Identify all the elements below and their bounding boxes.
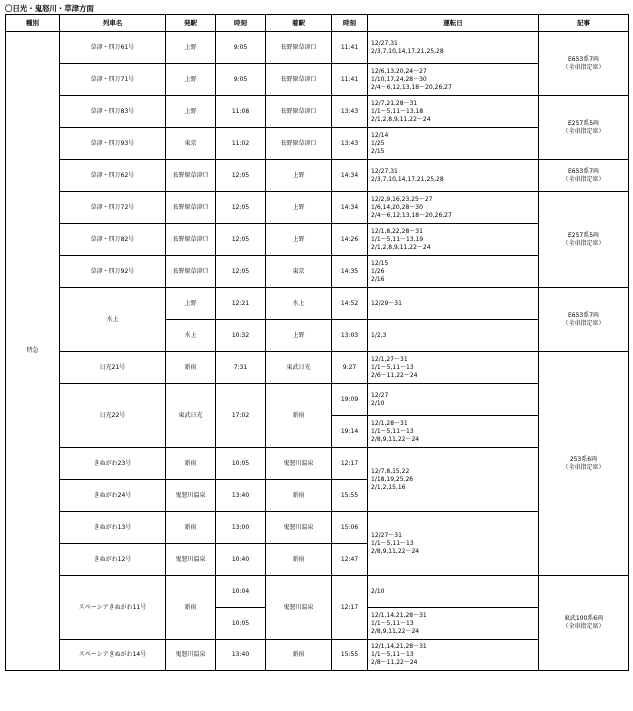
arrival-time: 12:17 <box>332 448 368 480</box>
train-name: 草津・四万93号 <box>60 128 166 160</box>
arrival-time: 19:09 <box>332 384 368 416</box>
train-name: スペーシアきぬがわ14号 <box>60 640 166 671</box>
table-row <box>6 256 629 288</box>
remark: E653系7両 （全車指定席） <box>539 32 629 96</box>
header-type: 種別 <box>6 15 60 32</box>
table-row <box>6 128 629 160</box>
arrival-station: 新宿 <box>266 640 332 671</box>
arrival-time: 14:34 <box>332 192 368 224</box>
train-name: 草津・四万61号 <box>60 32 166 64</box>
arrival-station: 上野 <box>266 160 332 192</box>
departure-station: 新宿 <box>166 576 216 640</box>
train-name: きぬがわ12号 <box>60 544 166 576</box>
remark: 253系6両 （全車指定席） <box>539 352 629 576</box>
departure-time: 17:02 <box>216 384 266 448</box>
departure-time: 13:40 <box>216 640 266 671</box>
operating-days: 12/14 1/25 2/15 <box>368 128 539 160</box>
operating-days: 12/1,8,22,28～31 1/1～5,11～13,19 2/1,2,8,9,11,22～24 <box>368 224 539 256</box>
arrival-station: 新宿 <box>266 384 332 448</box>
arrival-time: 15:55 <box>332 480 368 512</box>
arrival-station: 上野 <box>266 224 332 256</box>
operating-days: 12/6,13,20,24～27 1/10,17,24,28～30 2/4～6,12,13,18～20,26,27 <box>368 64 539 96</box>
departure-time: 12:21 <box>216 288 266 320</box>
arrival-time: 13:43 <box>332 128 368 160</box>
arrival-station: 長野原草津口 <box>266 128 332 160</box>
departure-station: 新宿 <box>166 448 216 480</box>
arrival-station: 上野 <box>266 192 332 224</box>
arrival-time: 19:14 <box>332 416 368 448</box>
operating-days: 12/29～31 <box>368 288 539 320</box>
departure-station: 長野原草津口 <box>166 192 216 224</box>
operating-days: 12/7,8,15,22 1/18,19,25,26 2/1,2,15,16 <box>368 448 539 512</box>
arrival-time: 11:41 <box>332 32 368 64</box>
header-train-name: 列車名 <box>60 15 166 32</box>
arrival-time: 12:17 <box>332 576 368 640</box>
train-name: 草津・四万82号 <box>60 224 166 256</box>
departure-time: 12:05 <box>216 224 266 256</box>
remark: E257系5両 （全車指定席） <box>539 96 629 160</box>
arrival-time: 14:34 <box>332 160 368 192</box>
arrival-station: 新宿 <box>266 480 332 512</box>
arrival-station: 東京 <box>266 256 332 288</box>
table-row <box>6 640 629 671</box>
section-title: 〇日光・鬼怒川・草津方面 <box>5 4 94 13</box>
arrival-time: 15:06 <box>332 512 368 544</box>
header-arrival-time: 時刻 <box>332 15 368 32</box>
arrival-station: 長野原草津口 <box>266 96 332 128</box>
arrival-station: 鬼怒川温泉 <box>266 512 332 544</box>
departure-time: 10:05 <box>216 608 266 640</box>
table-row <box>6 224 629 256</box>
table-row <box>6 32 629 64</box>
table-row <box>6 96 629 128</box>
departure-time: 10:32 <box>216 320 266 352</box>
table-row <box>6 288 629 320</box>
departure-time: 10:05 <box>216 448 266 480</box>
departure-station: 東武日光 <box>166 384 216 448</box>
departure-time: 9:05 <box>216 32 266 64</box>
train-name: きぬがわ13号 <box>60 512 166 544</box>
departure-time: 11:02 <box>216 128 266 160</box>
operating-days: 1/2,3 <box>368 320 539 352</box>
train-name: 草津・四万92号 <box>60 256 166 288</box>
operating-days: 12/1,14,21,28～31 1/1～5,11～13 2/8,9,11,22～24 <box>368 608 539 640</box>
train-name: 日光21号 <box>60 352 166 384</box>
table-row <box>6 576 629 608</box>
departure-time: 12:05 <box>216 160 266 192</box>
train-name: 草津・四万72号 <box>60 192 166 224</box>
departure-station: 長野原草津口 <box>166 160 216 192</box>
arrival-time: 13:03 <box>332 320 368 352</box>
departure-time: 9:05 <box>216 64 266 96</box>
departure-station: 新宿 <box>166 512 216 544</box>
arrival-station: 長野原草津口 <box>266 64 332 96</box>
operating-days: 12/1,28～31 1/1～5,11～13 2/8,9,11,22～24 <box>368 416 539 448</box>
departure-station: 鬼怒川温泉 <box>166 544 216 576</box>
table-row <box>6 192 629 224</box>
departure-time: 10:40 <box>216 544 266 576</box>
departure-time: 10:04 <box>216 576 266 608</box>
header-operating-days: 運転日 <box>368 15 539 32</box>
table-row <box>6 352 629 384</box>
departure-time: 13:40 <box>216 480 266 512</box>
header-arrival-station: 着駅 <box>266 15 332 32</box>
train-name: 水上 <box>60 288 166 352</box>
header-departure-time: 時刻 <box>216 15 266 32</box>
departure-station: 長野原草津口 <box>166 256 216 288</box>
arrival-time: 13:43 <box>332 96 368 128</box>
arrival-time: 14:52 <box>332 288 368 320</box>
remark: E653系7両 （全車指定席） <box>539 288 629 352</box>
header-remarks: 記事 <box>539 15 629 32</box>
header-departure-station: 発駅 <box>166 15 216 32</box>
remark: 東武100系6両 （全車指定席） <box>539 576 629 671</box>
arrival-station: 鬼怒川温泉 <box>266 448 332 480</box>
departure-station: 上野 <box>166 288 216 320</box>
departure-station: 東京 <box>166 128 216 160</box>
table-row <box>6 160 629 192</box>
arrival-station: 長野原草津口 <box>266 32 332 64</box>
header-row <box>6 15 629 32</box>
table-row <box>6 64 629 96</box>
arrival-time: 11:41 <box>332 64 368 96</box>
arrival-station: 東武日光 <box>266 352 332 384</box>
departure-time: 13:00 <box>216 512 266 544</box>
remark: E653系7両 （全車指定席） <box>539 160 629 192</box>
departure-station: 鬼怒川温泉 <box>166 640 216 671</box>
operating-days: 12/27,31 2/3,7,10,14,17,21,25,28 <box>368 160 539 192</box>
arrival-time: 12:47 <box>332 544 368 576</box>
operating-days: 12/27,31 2/3,7,10,14,17,21,25,28 <box>368 32 539 64</box>
operating-days: 12/27 2/10 <box>368 384 539 416</box>
departure-station: 鬼怒川温泉 <box>166 480 216 512</box>
departure-station: 水上 <box>166 320 216 352</box>
train-name: きぬがわ23号 <box>60 448 166 480</box>
train-name: スペーシアきぬがわ11号 <box>60 576 166 640</box>
timetable <box>5 14 629 671</box>
train-name: 草津・四万83号 <box>60 96 166 128</box>
table-row <box>6 384 629 416</box>
arrival-station: 上野 <box>266 320 332 352</box>
arrival-station: 新宿 <box>266 544 332 576</box>
arrival-time: 15:55 <box>332 640 368 671</box>
arrival-time: 9:27 <box>332 352 368 384</box>
departure-time: 12:05 <box>216 192 266 224</box>
remark: E257系5両 （全車指定席） <box>539 192 629 288</box>
departure-time: 7:31 <box>216 352 266 384</box>
train-name: きぬがわ24号 <box>60 480 166 512</box>
operating-days: 12/1,14,21,28～31 1/1～5,11～13 2/8～11,22～24 <box>368 640 539 671</box>
departure-time: 12:05 <box>216 256 266 288</box>
train-name: 草津・四万71号 <box>60 64 166 96</box>
category-cell: 特急 <box>6 32 60 671</box>
train-name: 日光22号 <box>60 384 166 448</box>
operating-days: 2/10 <box>368 576 539 608</box>
train-name: 草津・四万62号 <box>60 160 166 192</box>
departure-station: 長野原草津口 <box>166 224 216 256</box>
operating-days: 12/1,27～31 1/1～5,11～13 2/6～11,22～24 <box>368 352 539 384</box>
arrival-time: 14:26 <box>332 224 368 256</box>
operating-days: 12/27～31 1/1～5,11～13 2/8,9,11,22～24 <box>368 512 539 576</box>
operating-days: 12/2,9,16,23,25～27 1/6,14,20,28～30 2/4～6,12,13,18～20,26,27 <box>368 192 539 224</box>
departure-station: 新宿 <box>166 352 216 384</box>
arrival-station: 水上 <box>266 288 332 320</box>
departure-time: 11:08 <box>216 96 266 128</box>
arrival-time: 14:35 <box>332 256 368 288</box>
arrival-station: 鬼怒川温泉 <box>266 576 332 640</box>
departure-station: 上野 <box>166 96 216 128</box>
departure-station: 上野 <box>166 64 216 96</box>
table-row <box>6 448 629 480</box>
table-row <box>6 512 629 544</box>
operating-days: 12/7,21,28～31 1/1～5,11～13,18 2/1,2,8,9,11,22～24 <box>368 96 539 128</box>
departure-station: 上野 <box>166 32 216 64</box>
operating-days: 12/15 1/26 2/16 <box>368 256 539 288</box>
